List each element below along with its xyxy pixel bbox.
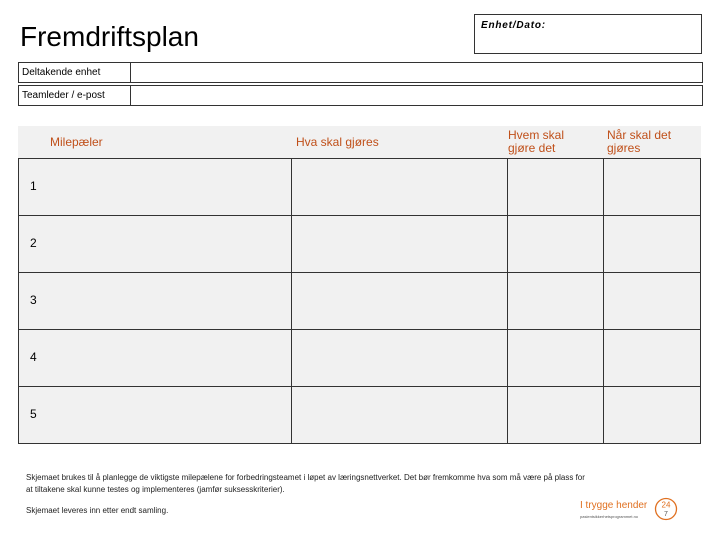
header-hvem-skal-gjore: Hvem skal gjøre det <box>508 128 565 155</box>
grid-line <box>18 443 701 444</box>
header-nar-skal-det-gjores: Når skal det gjøres <box>607 128 672 155</box>
row-number: 1 <box>30 179 37 193</box>
i-trygge-hender-logo <box>580 497 690 525</box>
logo-subtext: pasientsikkerhetsprogrammet.no <box>580 514 639 519</box>
grid-line <box>291 158 292 444</box>
grid-line <box>700 158 701 444</box>
grid-line <box>18 158 701 159</box>
grid-line <box>18 215 701 216</box>
grid-line <box>18 329 701 330</box>
instruction-text: Skjemaet brukes til å planlegge de viktigste milepælene for forbedringsteamet i løpet av læringsnettverket. Det bør fremkomme hva som må være på plass for at tiltakene skal kunne testes og implementeres (jamfør suksesskriterier). <box>26 473 585 494</box>
teamleder-row[interactable] <box>18 85 703 106</box>
row-number: 3 <box>30 293 37 307</box>
page-title: Fremdriftsplan <box>20 21 199 52</box>
logo-mark-bottom: 7 <box>664 511 668 518</box>
logo-mark-top: 24 <box>661 500 671 510</box>
row-number: 4 <box>30 350 37 364</box>
grid-line <box>603 158 604 444</box>
row-number: 5 <box>30 407 37 421</box>
milestone-table <box>18 126 701 444</box>
deltakende-enhet-label: Deltakende enhet <box>19 63 131 82</box>
enhet-dato-label: Enhet/Dato: <box>481 20 546 31</box>
logo-24-7-icon <box>654 497 678 521</box>
header-hva-skal-gjores: Hva skal gjøres <box>296 135 379 149</box>
delivery-note: Skjemaet leveres inn etter endt samling. <box>26 506 169 515</box>
enhet-dato-field[interactable] <box>474 14 702 54</box>
grid-line <box>18 386 701 387</box>
logo-text: I trygge hender <box>580 500 648 511</box>
grid-line <box>507 158 508 444</box>
grid-line <box>18 158 19 444</box>
row-number: 2 <box>30 236 37 250</box>
teamleder-label: Teamleder / e-post <box>19 86 131 105</box>
grid-line <box>18 272 701 273</box>
deltakende-enhet-row[interactable] <box>18 62 703 83</box>
header-milepaeler: Milepæler <box>50 135 103 149</box>
